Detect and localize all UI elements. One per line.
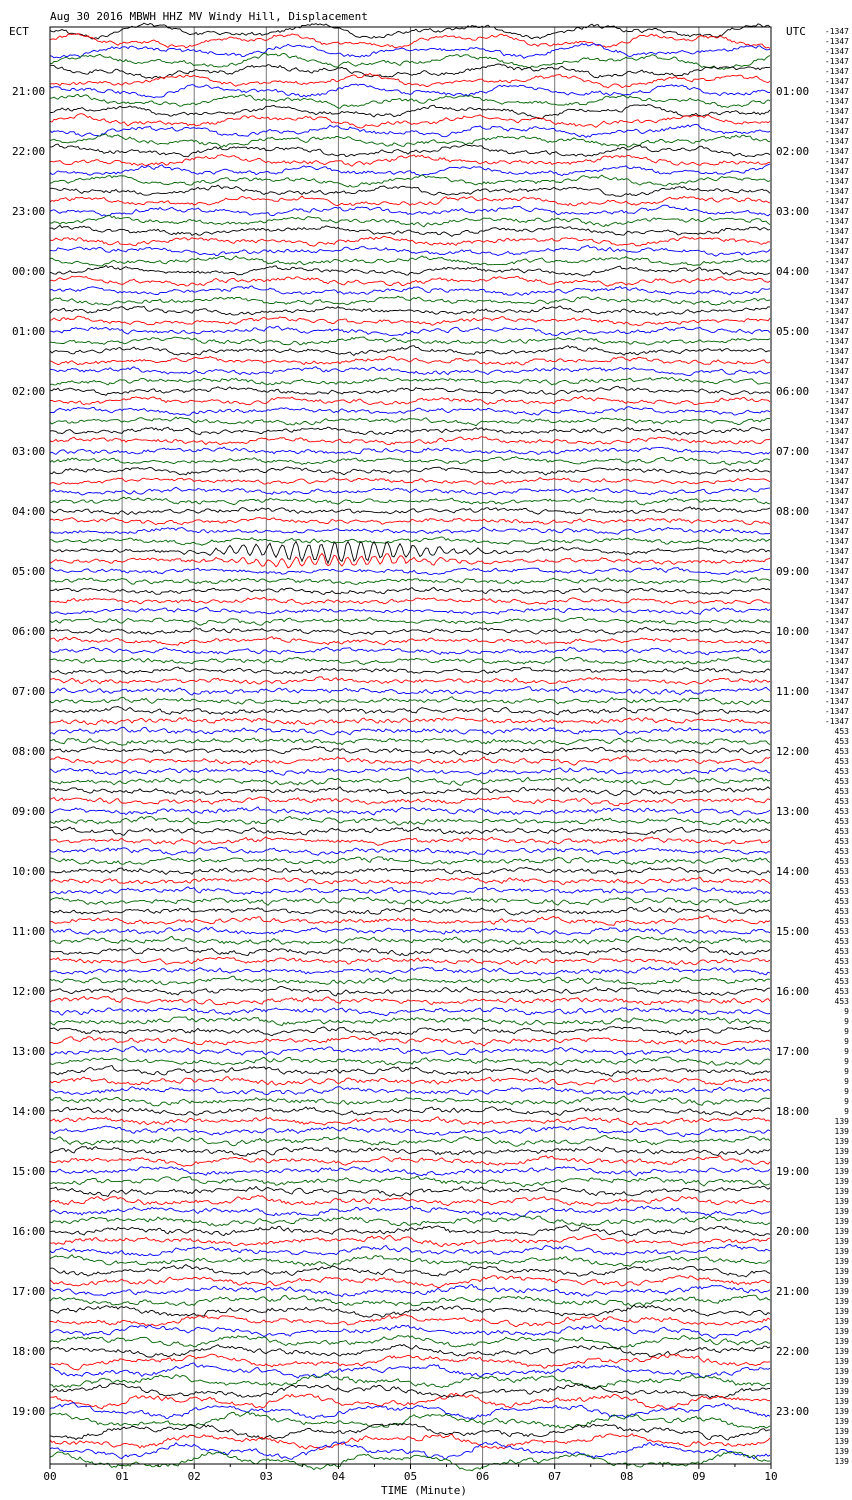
right-hour-label: 13:00 bbox=[776, 805, 810, 818]
right-hour-label: 22:00 bbox=[776, 1345, 810, 1358]
right-hour-label: 10:00 bbox=[776, 625, 810, 638]
trace-scale-label: 139 bbox=[834, 1117, 849, 1126]
trace-scale-label: -1347 bbox=[824, 217, 849, 226]
x-tick-label: 04 bbox=[331, 1470, 346, 1483]
right-hour-label: 19:00 bbox=[776, 1165, 810, 1178]
trace-scale-label: -1347 bbox=[824, 257, 849, 266]
trace-scale-label: -1347 bbox=[824, 317, 849, 326]
trace-scale-label: 453 bbox=[834, 927, 849, 936]
right-hour-label: 16:00 bbox=[776, 985, 810, 998]
x-tick-label: 00 bbox=[43, 1470, 57, 1483]
trace-scale-label: -1347 bbox=[824, 197, 849, 206]
trace-scale-label: 139 bbox=[834, 1417, 849, 1426]
trace-scale-label: 139 bbox=[834, 1227, 849, 1236]
trace-scale-label: -1347 bbox=[824, 387, 849, 396]
trace-scale-label: 139 bbox=[834, 1387, 849, 1396]
trace-scale-label: -1347 bbox=[824, 247, 849, 256]
trace-scale-label: -1347 bbox=[824, 637, 849, 646]
right-hour-label: 03:00 bbox=[776, 205, 810, 218]
trace-scale-label: 9 bbox=[844, 1067, 849, 1076]
trace-scale-label: 139 bbox=[834, 1177, 849, 1186]
trace-scale-label: -1347 bbox=[824, 707, 849, 716]
trace-scale-label: 453 bbox=[834, 767, 849, 776]
trace-scale-label: -1347 bbox=[824, 677, 849, 686]
chart-title: Aug 30 2016 MBWH HHZ MV Windy Hill, Displacement bbox=[50, 10, 368, 23]
trace-scale-label: 453 bbox=[834, 877, 849, 886]
right-hour-label: 23:00 bbox=[776, 1405, 810, 1418]
trace-scale-label: -1347 bbox=[824, 47, 849, 56]
trace-scale-label: 453 bbox=[834, 957, 849, 966]
left-hour-label: 03:00 bbox=[12, 445, 46, 458]
trace-scale-label: 139 bbox=[834, 1197, 849, 1206]
right-hour-label: 08:00 bbox=[776, 505, 810, 518]
trace-scale-label: -1347 bbox=[824, 347, 849, 356]
trace-scale-label: -1347 bbox=[824, 167, 849, 176]
trace-scale-label: 9 bbox=[844, 1097, 849, 1106]
trace-scale-label: 139 bbox=[834, 1157, 849, 1166]
left-hour-label: 22:00 bbox=[12, 145, 46, 158]
x-tick-label: 06 bbox=[475, 1470, 490, 1483]
trace-scale-label: 453 bbox=[834, 917, 849, 926]
trace-scale-label: -1347 bbox=[824, 227, 849, 236]
trace-scale-label: -1347 bbox=[824, 267, 849, 276]
left-zone-label: ECT bbox=[9, 25, 29, 38]
trace-scale-label: -1347 bbox=[824, 87, 849, 96]
trace-scale-label: 139 bbox=[834, 1397, 849, 1406]
trace-scale-label: 453 bbox=[834, 907, 849, 916]
trace-scale-label: -1347 bbox=[824, 137, 849, 146]
left-hour-label: 09:00 bbox=[12, 805, 46, 818]
trace-scale-label: 9 bbox=[844, 1017, 849, 1026]
trace-scale-label: 453 bbox=[834, 747, 849, 756]
trace-scale-label: 139 bbox=[834, 1147, 849, 1156]
trace-scale-label: -1347 bbox=[824, 27, 849, 36]
trace-scale-label: 139 bbox=[834, 1277, 849, 1286]
right-hour-axis bbox=[776, 85, 809, 1418]
trace-scale-label: 453 bbox=[834, 757, 849, 766]
trace-scale-label: -1347 bbox=[824, 67, 849, 76]
x-tick-label: 02 bbox=[187, 1470, 201, 1483]
trace-scale-label: 139 bbox=[834, 1307, 849, 1316]
left-hour-label: 10:00 bbox=[12, 865, 46, 878]
right-hour-label: 20:00 bbox=[776, 1225, 810, 1238]
trace-scale-label: -1347 bbox=[824, 307, 849, 316]
left-hour-label: 16:00 bbox=[12, 1225, 46, 1238]
trace-scale-label: 139 bbox=[834, 1407, 849, 1416]
trace-scale-label: -1347 bbox=[824, 147, 849, 156]
trace-scale-label: -1347 bbox=[824, 97, 849, 106]
trace-scale-label: 453 bbox=[834, 787, 849, 796]
trace-scale-label: -1347 bbox=[824, 287, 849, 296]
trace-scale-label: -1347 bbox=[824, 57, 849, 66]
trace-scale-label: 139 bbox=[834, 1377, 849, 1386]
trace-scale-label: 453 bbox=[834, 737, 849, 746]
right-hour-label: 09:00 bbox=[776, 565, 810, 578]
right-hour-label: 21:00 bbox=[776, 1285, 810, 1298]
trace-scale-label: -1347 bbox=[824, 687, 849, 696]
left-hour-label: 19:00 bbox=[12, 1405, 46, 1418]
trace-scale-label: -1347 bbox=[824, 77, 849, 86]
trace-scale-label: -1347 bbox=[824, 407, 849, 416]
trace-scale-label: -1347 bbox=[824, 447, 849, 456]
trace-scale-label: 453 bbox=[834, 977, 849, 986]
trace-scale-label: -1347 bbox=[824, 377, 849, 386]
trace-scale-label: 453 bbox=[834, 727, 849, 736]
left-hour-label: 14:00 bbox=[12, 1105, 46, 1118]
trace-scale-label: 139 bbox=[834, 1237, 849, 1246]
trace-scale-label: -1347 bbox=[824, 157, 849, 166]
trace-scale-label: -1347 bbox=[824, 117, 849, 126]
trace-scale-label: -1347 bbox=[824, 237, 849, 246]
x-tick-label: 09 bbox=[692, 1470, 706, 1483]
trace-scale-label: -1347 bbox=[824, 297, 849, 306]
left-hour-label: 12:00 bbox=[12, 985, 46, 998]
trace-scale-label: 453 bbox=[834, 967, 849, 976]
trace-scale-label: -1347 bbox=[824, 487, 849, 496]
left-hour-label: 21:00 bbox=[12, 85, 46, 98]
trace-scale-label: -1347 bbox=[824, 357, 849, 366]
trace-scale-label: 9 bbox=[844, 1087, 849, 1096]
trace-scale-label: 9 bbox=[844, 1037, 849, 1046]
trace-scale-label: -1347 bbox=[824, 647, 849, 656]
right-zone-label: UTC bbox=[786, 25, 806, 38]
trace-scale-label: -1347 bbox=[824, 607, 849, 616]
trace-scale-label: -1347 bbox=[824, 127, 849, 136]
trace-scale-label: -1347 bbox=[824, 177, 849, 186]
trace-scale-label: 139 bbox=[834, 1457, 849, 1466]
trace-scale-label: -1347 bbox=[824, 667, 849, 676]
trace-scale-label: -1347 bbox=[824, 207, 849, 216]
trace-scale-label: 453 bbox=[834, 807, 849, 816]
trace-scale-label: 453 bbox=[834, 937, 849, 946]
scale-labels bbox=[825, 27, 849, 1466]
trace-scale-label: 139 bbox=[834, 1187, 849, 1196]
right-hour-label: 01:00 bbox=[776, 85, 810, 98]
trace-scale-label: 139 bbox=[834, 1287, 849, 1296]
trace-scale-label: -1347 bbox=[824, 417, 849, 426]
trace-scale-label: -1347 bbox=[824, 187, 849, 196]
trace-scale-label: -1347 bbox=[824, 457, 849, 466]
right-hour-label: 12:00 bbox=[776, 745, 810, 758]
trace-scale-label: 453 bbox=[834, 947, 849, 956]
left-hour-label: 00:00 bbox=[12, 265, 46, 278]
trace-scale-label: -1347 bbox=[824, 617, 849, 626]
trace-scale-label: -1347 bbox=[824, 597, 849, 606]
x-axis-label: TIME (Minute) bbox=[380, 1484, 468, 1497]
left-hour-label: 11:00 bbox=[12, 925, 46, 938]
left-hour-label: 15:00 bbox=[12, 1165, 46, 1178]
trace-scale-label: -1347 bbox=[824, 277, 849, 286]
trace-scale-label: -1347 bbox=[824, 37, 849, 46]
trace-scale-label: 9 bbox=[844, 1027, 849, 1036]
left-hour-label: 17:00 bbox=[12, 1285, 46, 1298]
trace-scale-label: 139 bbox=[834, 1347, 849, 1356]
left-hour-label: 07:00 bbox=[12, 685, 46, 698]
right-hour-label: 07:00 bbox=[776, 445, 810, 458]
trace-scale-label: -1347 bbox=[824, 577, 849, 586]
trace-scale-label: 139 bbox=[834, 1167, 849, 1176]
trace-scale-label: 453 bbox=[834, 887, 849, 896]
right-hour-label: 11:00 bbox=[776, 685, 810, 698]
trace-scale-label: -1347 bbox=[824, 657, 849, 666]
trace-scale-label: 139 bbox=[834, 1437, 849, 1446]
trace-scale-label: 9 bbox=[844, 1007, 849, 1016]
trace-scale-label: 453 bbox=[834, 857, 849, 866]
left-hour-label: 13:00 bbox=[12, 1045, 46, 1058]
trace-scale-label: -1347 bbox=[824, 107, 849, 116]
x-tick-label: 05 bbox=[403, 1470, 418, 1483]
trace-scale-label: 139 bbox=[834, 1267, 849, 1276]
trace-scale-label: -1347 bbox=[824, 427, 849, 436]
x-tick-label: 07 bbox=[548, 1470, 562, 1483]
trace-scale-label: -1347 bbox=[824, 587, 849, 596]
trace-scale-label: -1347 bbox=[824, 437, 849, 446]
trace-scale-label: -1347 bbox=[824, 327, 849, 336]
right-hour-label: 17:00 bbox=[776, 1045, 810, 1058]
trace-scale-label: 139 bbox=[834, 1447, 849, 1456]
trace-scale-label: 139 bbox=[834, 1327, 849, 1336]
trace-scale-label: -1347 bbox=[824, 717, 849, 726]
left-hour-label: 08:00 bbox=[12, 745, 46, 758]
trace-scale-label: 139 bbox=[834, 1217, 849, 1226]
left-hour-label: 01:00 bbox=[12, 325, 46, 338]
trace-scale-label: 139 bbox=[834, 1257, 849, 1266]
trace-scale-label: 139 bbox=[834, 1127, 849, 1136]
trace-scale-label: 139 bbox=[834, 1317, 849, 1326]
left-hour-axis bbox=[12, 85, 45, 1418]
x-tick-label: 10 bbox=[764, 1470, 778, 1483]
trace-scale-label: -1347 bbox=[824, 627, 849, 636]
trace-scale-label: 139 bbox=[834, 1297, 849, 1306]
trace-scale-label: -1347 bbox=[824, 547, 849, 556]
trace-scale-label: 9 bbox=[844, 1047, 849, 1056]
trace-scale-label: 453 bbox=[834, 777, 849, 786]
x-tick-label: 03 bbox=[259, 1470, 273, 1483]
trace-scale-label: 139 bbox=[834, 1137, 849, 1146]
trace-scale-label: 453 bbox=[834, 837, 849, 846]
right-hour-label: 06:00 bbox=[776, 385, 810, 398]
left-hour-label: 18:00 bbox=[12, 1345, 46, 1358]
trace-scale-label: 139 bbox=[834, 1247, 849, 1256]
trace-scale-label: 453 bbox=[834, 827, 849, 836]
x-tick-label: 08 bbox=[620, 1470, 634, 1483]
trace-scale-label: -1347 bbox=[824, 507, 849, 516]
trace-scale-label: -1347 bbox=[824, 367, 849, 376]
trace-scale-label: 139 bbox=[834, 1357, 849, 1366]
right-hour-label: 18:00 bbox=[776, 1105, 810, 1118]
trace-scale-label: 9 bbox=[844, 1077, 849, 1086]
left-hour-label: 05:00 bbox=[12, 565, 46, 578]
trace-scale-label: 453 bbox=[834, 847, 849, 856]
right-hour-label: 15:00 bbox=[776, 925, 810, 938]
trace-scale-label: 139 bbox=[834, 1427, 849, 1436]
trace-scale-label: 9 bbox=[844, 1057, 849, 1066]
trace-scale-label: -1347 bbox=[824, 477, 849, 486]
trace-scale-label: 453 bbox=[834, 797, 849, 806]
trace-scale-label: -1347 bbox=[824, 537, 849, 546]
left-hour-label: 02:00 bbox=[12, 385, 46, 398]
trace-scale-label: -1347 bbox=[824, 497, 849, 506]
trace-scale-label: 9 bbox=[844, 1107, 849, 1116]
trace-scale-label: -1347 bbox=[824, 527, 849, 536]
right-hour-label: 04:00 bbox=[776, 265, 810, 278]
trace-scale-label: -1347 bbox=[824, 697, 849, 706]
trace-scale-label: 453 bbox=[834, 897, 849, 906]
trace-scale-label: 453 bbox=[834, 817, 849, 826]
trace-scale-label: 139 bbox=[834, 1337, 849, 1346]
trace-scale-label: -1347 bbox=[824, 567, 849, 576]
right-hour-label: 02:00 bbox=[776, 145, 810, 158]
trace-scale-label: 453 bbox=[834, 997, 849, 1006]
trace-scale-label: -1347 bbox=[824, 467, 849, 476]
trace-scale-label: 139 bbox=[834, 1367, 849, 1376]
trace-scale-label: -1347 bbox=[824, 517, 849, 526]
x-tick-label: 01 bbox=[115, 1470, 129, 1483]
trace-scale-label: 139 bbox=[834, 1207, 849, 1216]
trace-scale-label: 453 bbox=[834, 987, 849, 996]
right-hour-label: 05:00 bbox=[776, 325, 810, 338]
left-hour-label: 06:00 bbox=[12, 625, 46, 638]
left-hour-label: 23:00 bbox=[12, 205, 46, 218]
trace-scale-label: -1347 bbox=[824, 337, 849, 346]
trace-scale-label: -1347 bbox=[824, 557, 849, 566]
left-hour-label: 04:00 bbox=[12, 505, 46, 518]
right-hour-label: 14:00 bbox=[776, 865, 810, 878]
trace-scale-label: -1347 bbox=[824, 397, 849, 406]
trace-scale-label: 453 bbox=[834, 867, 849, 876]
